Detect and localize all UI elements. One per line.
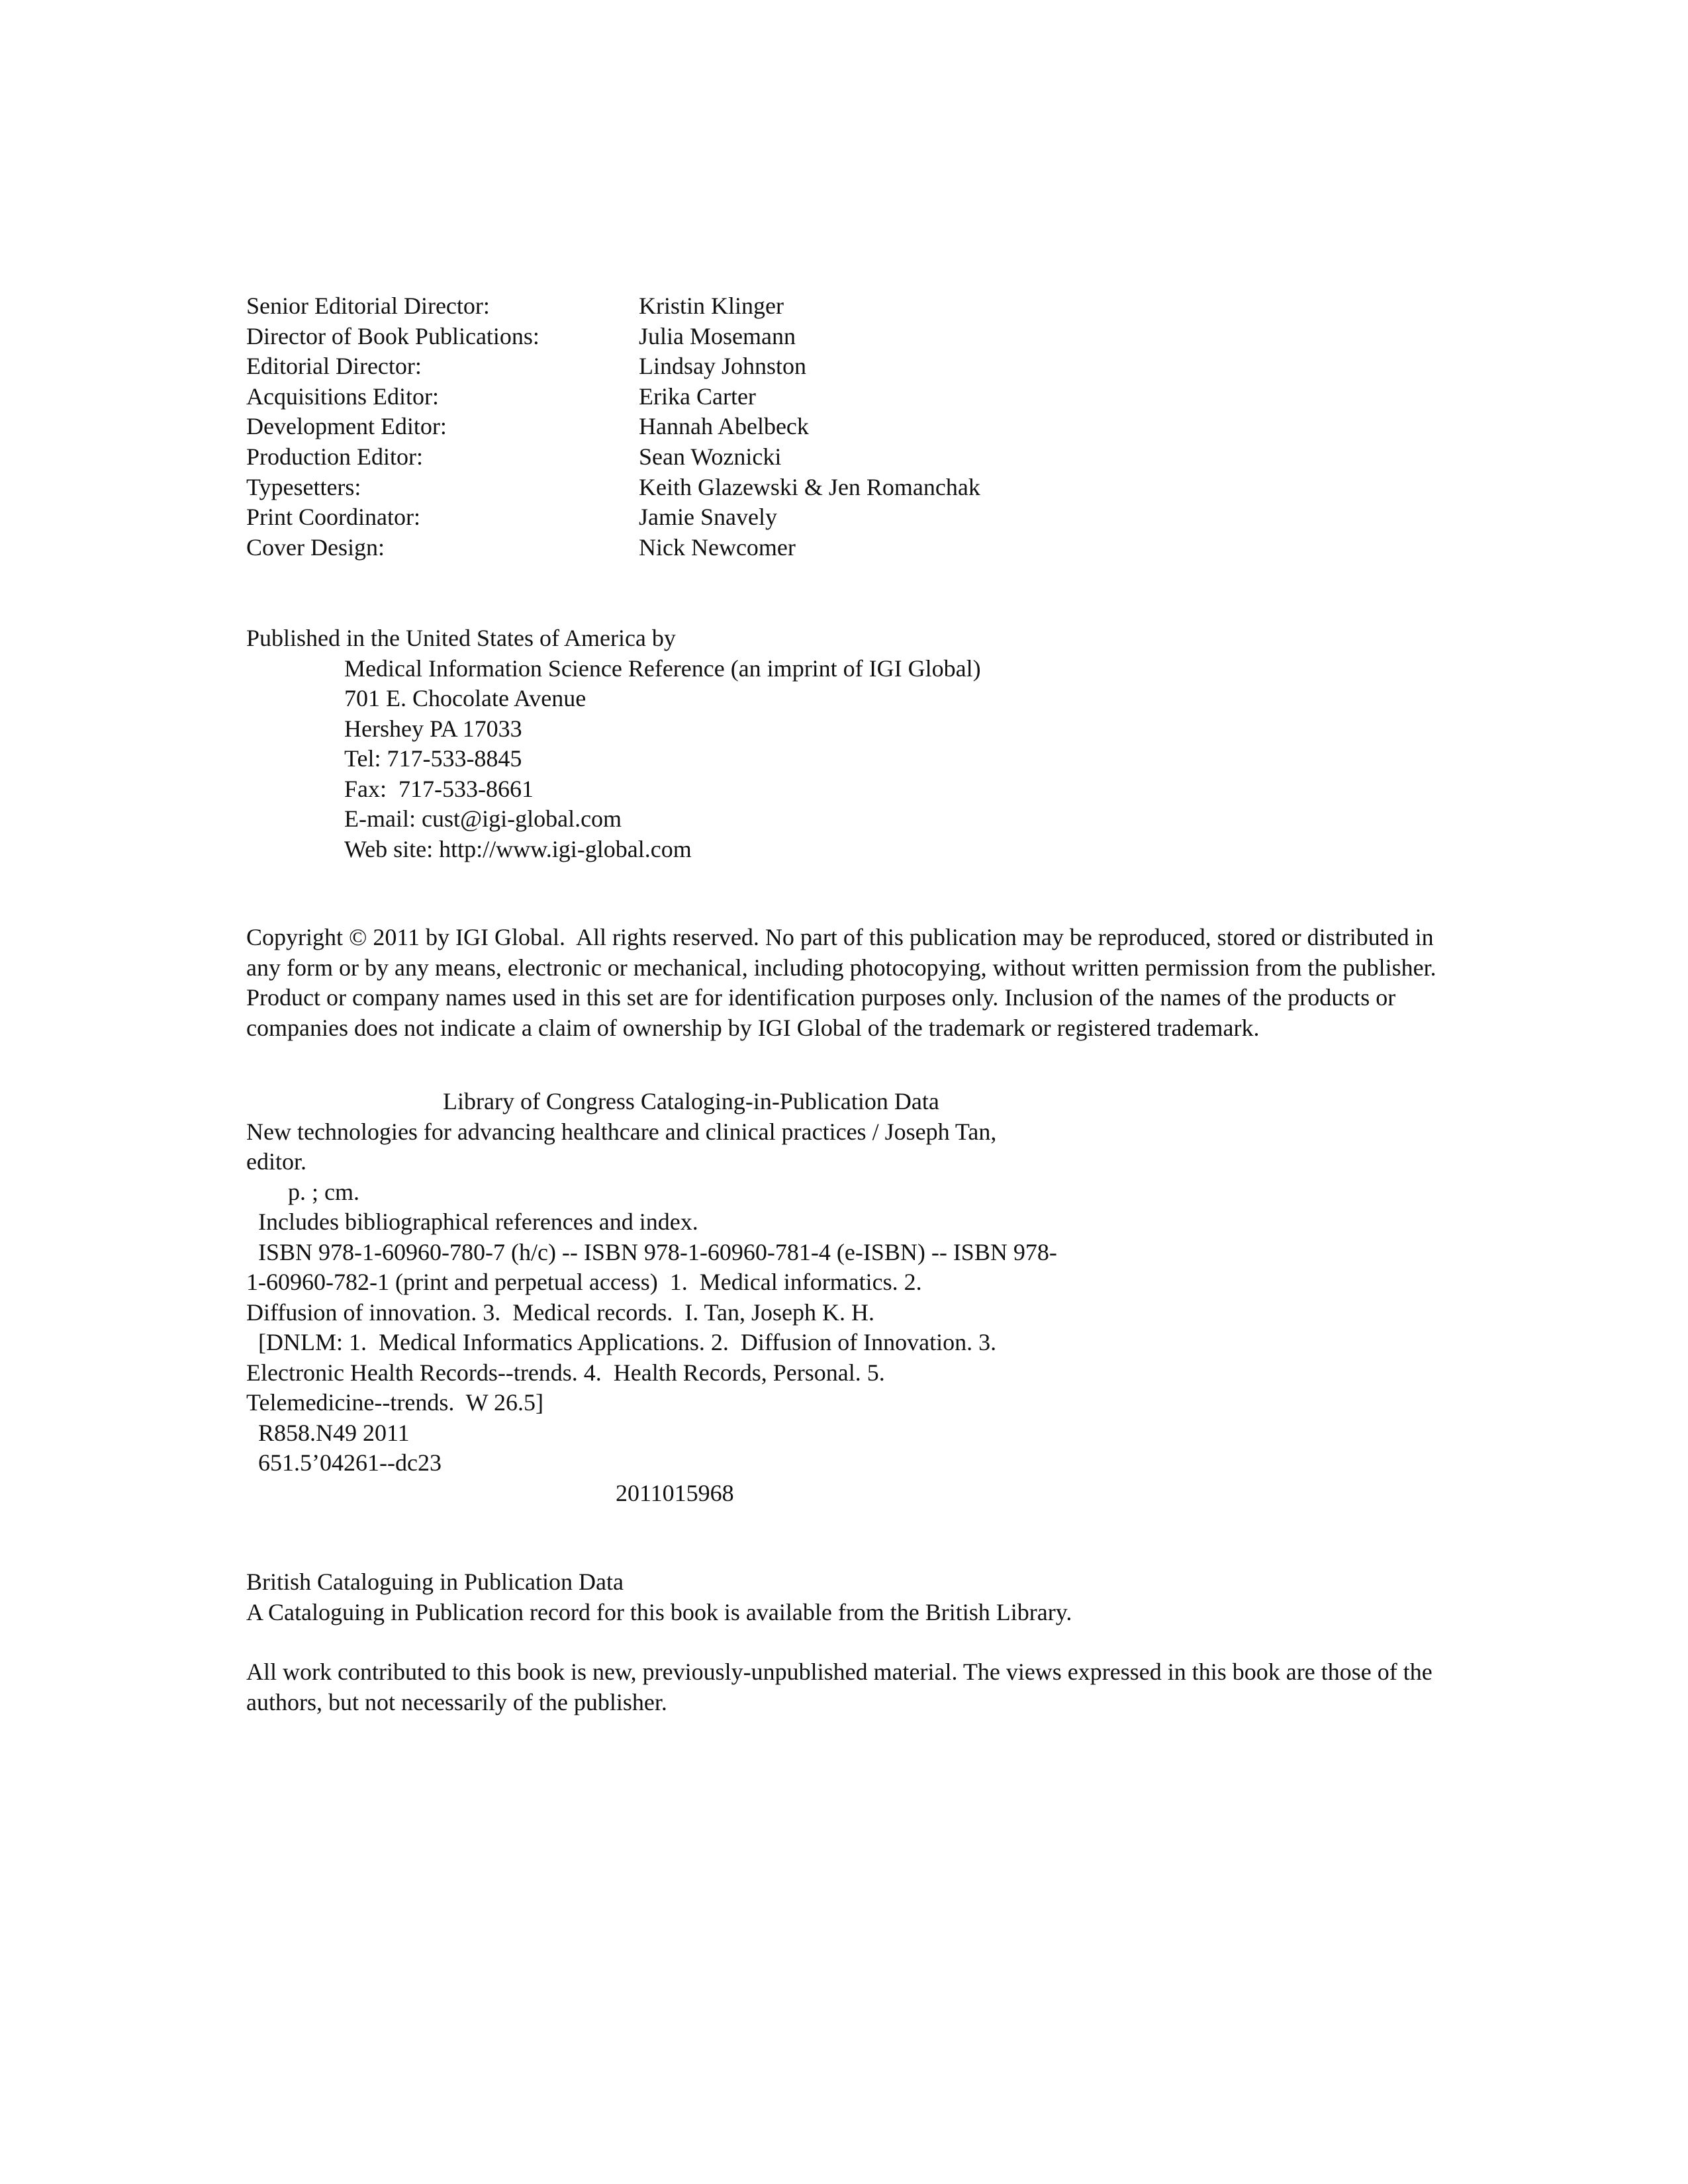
cip-line: New technologies for advancing healthcare and clinical practices / Joseph Tan, [246, 1118, 997, 1145]
copyright-line: any form or by any means, electronic or mechanical, including photocopying, without written permission from the publisher. [246, 954, 1436, 981]
credit-role: Acquisitions Editor: [246, 383, 439, 410]
cip-line: Includes bibliographical references and index. [246, 1208, 698, 1235]
cip-line: 1-60960-782-1 (print and perpetual access) 1. Medical informatics. 2. [246, 1269, 922, 1295]
credit-name: Erika Carter [639, 383, 756, 410]
copyright-line: Copyright © 2011 by IGI Global. All rights reserved. No part of this publication may be reproduced, stored or distributed in [246, 924, 1434, 950]
publisher-intro: Published in the United States of America by [246, 625, 676, 651]
credit-name: Julia Mosemann [639, 322, 796, 349]
credit-name: Jamie Snavely [639, 504, 777, 531]
credit-row [246, 351, 1438, 382]
publisher-email: E-mail: cust@igi-global.com [344, 805, 622, 832]
disclaimer-block [246, 1657, 1491, 1717]
cip-line: Diffusion of innovation. 3. Medical records. I. Tan, Joseph K. H. [246, 1298, 874, 1326]
credit-name: Lindsay Johnston [639, 353, 807, 380]
credit-row [246, 322, 1438, 352]
british-cip-text: A Cataloguing in Publication record for this book is available from the British Library. [246, 1598, 1072, 1625]
cip-line: Electronic Health Records--trends. 4. Health Records, Personal. 5. [246, 1359, 885, 1386]
cip-control-number: 2011015968 [616, 1479, 734, 1506]
cip-line: 651.5’04261--dc23 [246, 1449, 442, 1476]
credit-role: Print Coordinator: [246, 504, 420, 531]
cip-line: Telemedicine--trends. W 26.5] [246, 1389, 543, 1416]
credit-row [246, 291, 1438, 322]
credit-row [246, 502, 1438, 533]
cip-line: p. ; cm. [246, 1178, 359, 1205]
publisher-tel: Tel: 717-533-8845 [344, 745, 522, 772]
credit-name: Keith Glazewski & Jen Romanchak [639, 473, 980, 500]
credit-role: Production Editor: [246, 443, 423, 470]
disclaimer-line: All work contributed to this book is new, previously-unpublished material. The views expressed in this book are those of the [246, 1659, 1432, 1685]
credit-role: Development Editor: [246, 413, 447, 440]
credit-name: Nick Newcomer [639, 533, 796, 561]
copyright-line: companies does not indicate a claim of ownership by IGI Global of the trademark or registered trademark. [246, 1014, 1260, 1041]
credit-role: Senior Editorial Director: [246, 293, 490, 319]
credit-name: Hannah Abelbeck [639, 413, 809, 440]
credit-role: Director of Book Publications: [246, 322, 539, 349]
credit-row [246, 442, 1438, 473]
publisher-fax: Fax: 717-533-8661 [344, 775, 534, 802]
publisher-block [246, 623, 1491, 864]
credit-role: Editorial Director: [246, 353, 422, 380]
credit-row [246, 382, 1438, 412]
editorial-credits [246, 291, 1438, 563]
publisher-website: Web site: http://www.igi-global.com [344, 835, 692, 862]
credit-row [246, 473, 1438, 503]
copyright-notice [246, 923, 1491, 1043]
credit-name: Sean Woznicki [639, 443, 782, 470]
cip-line: ISBN 978-1-60960-780-7 (h/c) -- ISBN 978-1-60960-781-4 (e-ISBN) -- ISBN 978- [246, 1238, 1057, 1265]
british-cip-heading: British Cataloguing in Publication Data [246, 1569, 624, 1595]
cip-line: editor. [246, 1148, 306, 1175]
publisher-street: 701 E. Chocolate Avenue [344, 685, 586, 711]
credit-role: Cover Design: [246, 533, 385, 561]
credit-name: Kristin Klinger [639, 293, 784, 319]
credit-role: Typesetters: [246, 473, 361, 500]
loc-cip-block [246, 1087, 1491, 1508]
disclaimer-line: authors, but not necessarily of the publisher. [246, 1688, 667, 1715]
cip-heading: Library of Congress Cataloging-in-Publication Data [443, 1088, 939, 1115]
credit-row [246, 412, 1438, 442]
publisher-city: Hershey PA 17033 [344, 715, 522, 742]
cip-line: [DNLM: 1. Medical Informatics Applications. 2. Diffusion of Innovation. 3. [246, 1329, 997, 1355]
credit-row [246, 533, 1438, 563]
copyright-line: Product or company names used in this set are for identification purposes only. Inclusion of the names of the products or [246, 984, 1396, 1011]
publisher-name: Medical Information Science Reference (an imprint of IGI Global) [344, 655, 981, 682]
cip-line: R858.N49 2011 [246, 1419, 410, 1446]
british-cip-block [246, 1567, 1491, 1627]
